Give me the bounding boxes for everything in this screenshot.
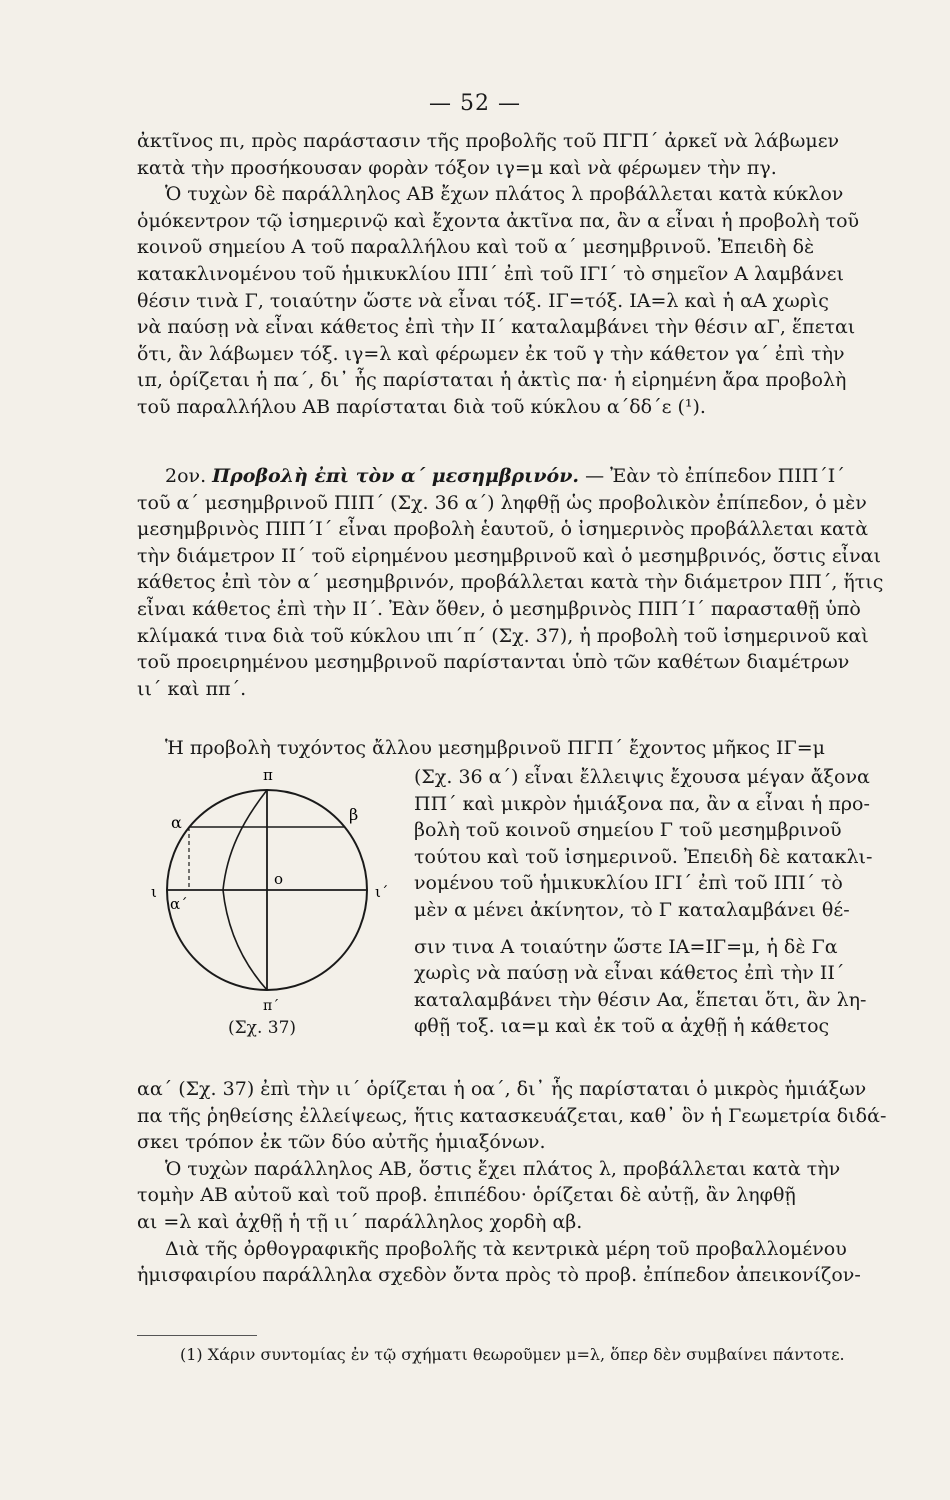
text-line: κατακλινομένου τοῦ ἡμικυκλίου ΙΠΙ΄ ἐπὶ τοῦ ΙΓΙ΄ τὸ σημεῖον Α λαμβάνει <box>137 262 844 285</box>
section-heading: Προβολὴ ἐπὶ τὸν α΄ μεσημβρινόν. <box>212 465 580 487</box>
text-line: σιν τινα Α τοιαύτην ὥστε ΙΑ=ΙΓ=μ, ἡ δὲ Γα <box>414 935 838 958</box>
text-line: ἀκτῖνος πι, πρὸς παράστασιν τῆς προβολῆς τοῦ ΠΓΠ΄ ἀρκεῖ νὰ λάβωμεν <box>137 130 840 152</box>
text-line: τομὴν ΑΒ αὐτοῦ καὶ τοῦ προβ. ἐπιπέδου· ὁρίζεται δὲ αὐτῇ, ἂν ληφθῇ <box>137 1184 796 1207</box>
text-line: (Σχ. 36 α΄) εἶναι ἔλλειψις ἔχουσα μέγαν ἄξονα <box>414 766 870 788</box>
label-omicron: ο <box>274 870 284 888</box>
side-text-block <box>414 764 904 1040</box>
text-line: τούτου καὶ τοῦ ἰσημερινοῦ. Ἐπειδὴ δὲ κατακλι- <box>414 845 873 868</box>
figure-37-drawing <box>137 762 397 1052</box>
text-line: αι =λ καὶ ἀχθῇ ἡ τῇ ιι΄ παράλληλος χορδὴ αβ. <box>137 1210 583 1233</box>
text-line: Ὁ τυχὼν δὲ παράλληλος ΑΒ ἔχων πλάτος λ προβάλλεται κατὰ κύκλον <box>165 183 844 206</box>
text-line: Ἡ προβολὴ τυχόντος ἄλλου μεσημβρινοῦ ΠΓΠ΄ ἔχοντος μῆκος ΙΓ=μ <box>165 737 825 759</box>
text-line: νομένου τοῦ ἡμικυκλίου ΙΓΙ΄ ἐπὶ τοῦ ΙΠΙ΄ τὸ <box>414 872 843 895</box>
text-line: μὲν α μένει ἀκίνητον, τὸ Γ καταλαμβάνει θέ- <box>414 898 850 921</box>
figure-caption: (Σχ. 37) <box>228 1018 297 1038</box>
text-line: τὴν διάμετρον ΙΙ΄ τοῦ εἰρημένου μεσημβρινοῦ καὶ ὁ μεσημβρινός, ὅστις εἶναι <box>137 544 881 567</box>
text-line: σκει τρόπον ἐκ τῶν δύο αὐτῆς ἡμιαξόνων. <box>137 1131 546 1154</box>
text-line: εἶναι κάθετος ἐπὶ τὴν ΙΙ΄. Ἐὰν ὅθεν, ὁ μεσημβρινὸς ΠΙΠ΄Ι΄ παρασταθῇ ὑπὸ <box>137 597 861 620</box>
text-line: Διὰ τῆς ὀρθογραφικῆς προβολῆς τὰ κεντρικὰ μέρη τοῦ προβαλλομένου <box>165 1237 847 1260</box>
text-line: τοῦ α΄ μεσημβρινοῦ ΠΙΠ΄ (Σχ. 36 α΄) ληφθῇ ὡς προβολικὸν ἐπίπεδον, ὁ μὲν <box>137 491 867 514</box>
text-line: φθῇ τοξ. ια=μ καὶ ἐκ τοῦ α ἀχθῇ ἡ κάθετος <box>414 1015 830 1038</box>
page-number: — 52 — <box>429 91 521 116</box>
text-line: κάθετος ἐπὶ τὸν α΄ μεσημβρινόν, προβάλλεται κατὰ τὴν διάμετρον ΠΠ΄, ἥτις <box>137 571 884 594</box>
text-line: Ὁ τυχὼν παράλληλος ΑΒ, ὅστις ἔχει πλάτος λ, προβάλλεται κατὰ τὴν <box>165 1157 841 1180</box>
oblique-paragraph <box>137 735 904 762</box>
label-beta: β <box>349 805 359 824</box>
section-heading-rest: — Ἐὰν τὸ ἐπίπεδον ΠΙΠ΄Ι΄ <box>585 465 845 487</box>
text-line: θέσιν τινὰ Γ, τοιαύτην ὥστε νὰ εἶναι τόξ. ΙΓ=τόξ. ΙΑ=λ καὶ ἡ αΑ χωρὶς <box>137 289 829 312</box>
text-line: ὅτι, ἂν λάβωμεν τόξ. ιγ=λ καὶ φέρωμεν ἐκ τοῦ γ τὴν κάθετον γα΄ ἐπὶ τὴν <box>137 342 845 365</box>
figure-37 <box>137 762 397 1052</box>
text-line: αα΄ (Σχ. 37) ἐπὶ τὴν ιι΄ ὁρίζεται ἡ οα΄, δι᾿ ἧς παρίσταται ὁ μικρὸς ἡμιάξων <box>137 1078 867 1100</box>
label-iota-prime: ι΄ <box>375 883 389 901</box>
label-pi: π <box>263 766 273 784</box>
text-line: βολὴ τοῦ κοινοῦ σημείου Γ τοῦ μεσημβρινοῦ <box>414 819 842 842</box>
label-alpha: α <box>171 813 182 832</box>
text-line: τοῦ παραλλήλου ΑΒ παρίσταται διὰ τοῦ κύκλου α΄δδ΄ε (¹). <box>137 395 706 418</box>
label-iota: ι <box>151 883 157 901</box>
text-line: ἡμισφαιρίου παράλληλα σχεδὸν ὄντα πρὸς τὸ προβ. ἐπίπεδον ἀπεικονίζον- <box>137 1264 861 1287</box>
section-2-block <box>137 463 904 702</box>
label-pi-prime: π΄ <box>263 998 280 1014</box>
text-line: ὁμόκεντρον τῷ ἰσημερινῷ καὶ ἔχοντα ἀκτῖνα πα, ἂν α εἶναι ἡ προβολὴ τοῦ <box>137 209 860 232</box>
section-heading-line <box>137 463 904 490</box>
text-line: ΠΠ΄ καὶ μικρὸν ἡμιάξονα πα, ἂν α εἶναι ἡ προ- <box>414 792 870 815</box>
text-line: νὰ παύσῃ νὰ εἶναι κάθετος ἐπὶ τὴν ΙΙ΄ καταλαμβάνει τὴν θέσιν αΓ, ἕπεται <box>137 316 856 339</box>
text-line: κοινοῦ σημείου Α τοῦ παραλλήλου καὶ τοῦ α΄ μεσημβρινοῦ. Ἐπειδὴ δὲ <box>137 236 815 259</box>
text-line: ιι΄ καὶ ππ΄. <box>137 677 247 700</box>
footnote-divider <box>137 1335 257 1336</box>
label-alpha-prime: α΄ <box>170 895 188 913</box>
top-text-block <box>137 128 904 421</box>
section-number: 2ον. <box>165 465 207 487</box>
text-line: μεσημβρινὸς ΠΙΠ΄Ι΄ εἶναι προβολὴ ἑαυτοῦ, ὁ ἰσημερινὸς προβάλλεται κατὰ <box>137 518 869 541</box>
text-line: χωρὶς νὰ παύσῃ νὰ εἶναι κάθετος ἐπὶ τὴν ΙΙ΄ <box>414 962 845 985</box>
text-line: κατὰ τὴν προσήκουσαν φορὰν τόξον ιγ=μ καὶ νὰ φέρωμεν τὴν πγ. <box>137 156 777 179</box>
text-line: καταλαμβάνει τὴν θέσιν Αα, ἕπεται ὅτι, ἂν λη- <box>414 988 867 1011</box>
text-line: τοῦ προειρημένου μεσημβρινοῦ παρίστανται ὑπὸ τῶν καθέτων διαμέτρων <box>137 651 850 674</box>
text-line: πα τῆς ῥηθείσης ἐλλείψεως, ἥτις κατασκευάζεται, καθ᾿ ὃν ἡ Γεωμετρία διδά- <box>137 1104 887 1127</box>
bottom-text-block <box>137 1076 904 1289</box>
text-line: ιπ, ὁρίζεται ἡ πα΄, δι᾿ ἧς παρίσταται ἡ ἀκτὶς πα· ἡ εἰρημένη ἄρα προβολὴ <box>137 369 847 392</box>
footnote: (1) Χάριν συντομίας ἐν τῷ σχήματι θεωροῦμεν μ=λ, ὅπερ δὲν συμβαίνει πάντοτε. <box>180 1345 845 1364</box>
text-line: κλίμακά τινα διὰ τοῦ κύκλου ιπι΄π΄ (Σχ. 37), ἡ προβολὴ τοῦ ἰσημερινοῦ καὶ <box>137 624 869 647</box>
